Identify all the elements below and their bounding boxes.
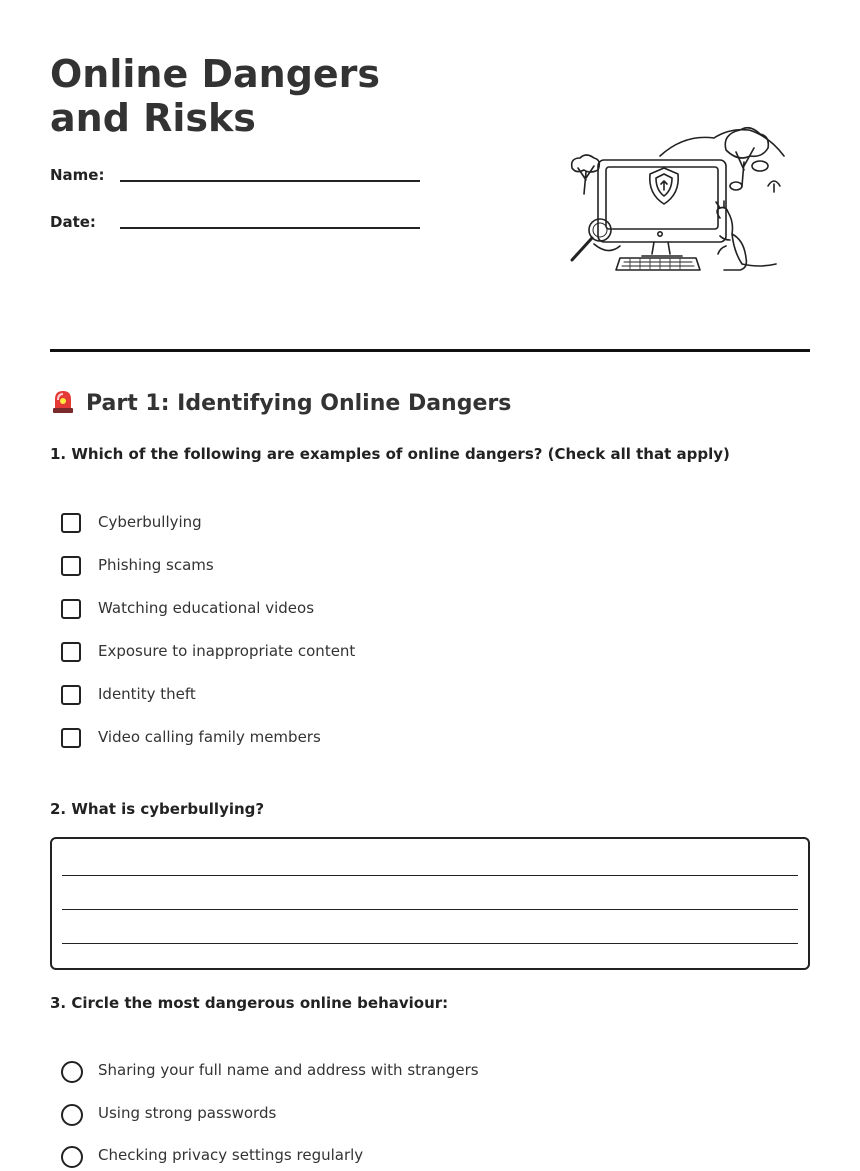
q3-option-2[interactable]	[60, 1145, 760, 1171]
option-label: Checking privacy settings regularly	[98, 1146, 364, 1164]
option-label: Identity theft	[98, 685, 196, 703]
name-label: Name:	[50, 166, 105, 184]
checkbox[interactable]	[61, 513, 81, 533]
checkbox[interactable]	[61, 556, 81, 576]
q1-option-5[interactable]	[60, 727, 760, 753]
checkbox[interactable]	[61, 599, 81, 619]
option-label: Exposure to inappropriate content	[98, 642, 356, 660]
checkbox[interactable]	[61, 728, 81, 748]
radio-circle[interactable]	[61, 1061, 83, 1083]
q1-option-1[interactable]	[60, 555, 760, 581]
q2-answer-box[interactable]	[50, 837, 810, 970]
q1-option-0[interactable]	[60, 512, 760, 538]
q3-option-0[interactable]	[60, 1060, 760, 1086]
q3-option-1[interactable]	[60, 1103, 760, 1129]
name-write-line[interactable]	[120, 180, 420, 182]
worksheet-title: Online Dangers and Risks	[50, 52, 381, 140]
radio-circle[interactable]	[61, 1104, 83, 1126]
date-field[interactable]	[50, 213, 420, 237]
option-label: Video calling family members	[98, 728, 321, 746]
answer-line	[62, 943, 798, 944]
siren-icon	[50, 388, 76, 414]
part1-heading	[50, 388, 511, 419]
radio-circle[interactable]	[61, 1146, 83, 1168]
question-2: 2. What is cyberbullying?	[50, 800, 265, 818]
answer-line	[62, 909, 798, 910]
option-label: Cyberbullying	[98, 513, 202, 531]
q1-option-2[interactable]	[60, 598, 760, 624]
q1-option-3[interactable]	[60, 641, 760, 667]
answer-line	[62, 875, 798, 876]
computer-shield-kangaroo-illustration	[564, 122, 788, 276]
section-divider	[50, 349, 810, 352]
checkbox[interactable]	[61, 642, 81, 662]
option-label: Sharing your full name and address with strangers	[98, 1061, 479, 1079]
part1-heading-text: Part 1: Identifying Online Dangers	[86, 391, 512, 416]
date-label: Date:	[50, 213, 96, 231]
name-field[interactable]	[50, 166, 420, 190]
date-write-line[interactable]	[120, 227, 420, 229]
option-label: Using strong passwords	[98, 1104, 277, 1122]
checkbox[interactable]	[61, 685, 81, 705]
question-1: 1. Which of the following are examples of online dangers? (Check all that apply)	[50, 445, 730, 463]
q1-option-4[interactable]	[60, 684, 760, 710]
question-3: 3. Circle the most dangerous online behaviour:	[50, 994, 449, 1012]
option-label: Watching educational videos	[98, 599, 315, 617]
option-label: Phishing scams	[98, 556, 214, 574]
